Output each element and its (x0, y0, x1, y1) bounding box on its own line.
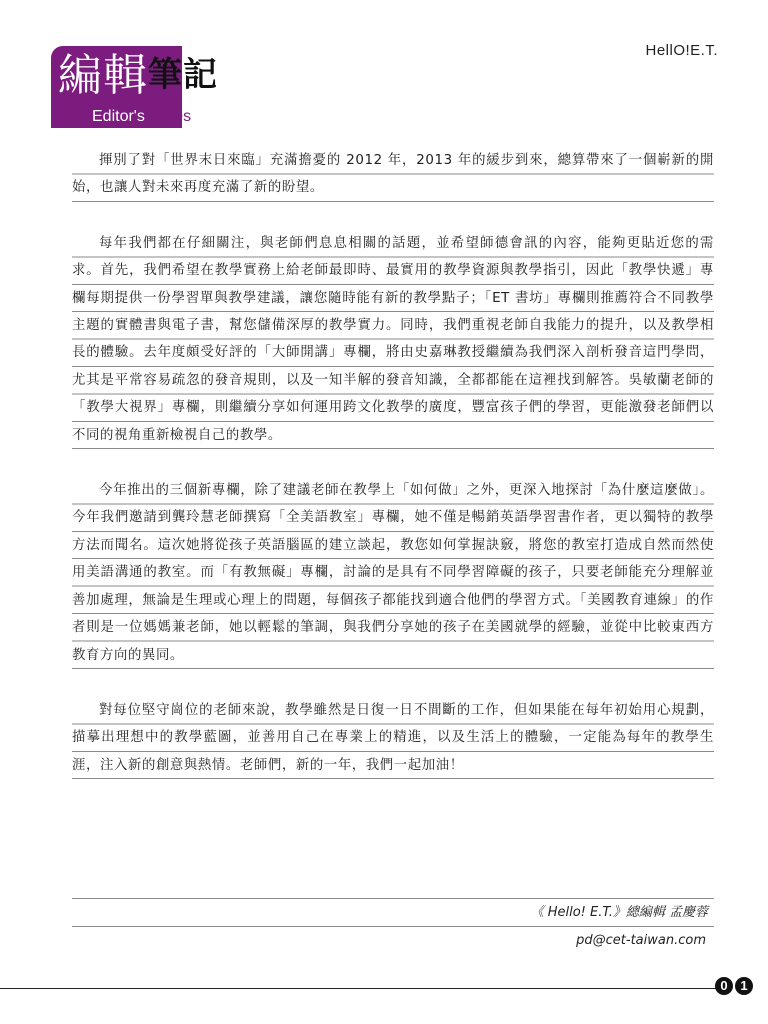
page-number (715, 977, 753, 995)
subtitle-dark-part: Notes (149, 108, 192, 125)
paragraph-text: 每年我們都在仔細關注，與老師們息息相關的話題，並希望師德會訊的內容，能夠更貼近您的需求。首先，我們希望在教學實務上給老師最即時、最實用的教學資源與教學指引，因此「教學快遞」專欄每期提供一份學習單與教學建議，讓您隨時能有新的教學點子；「ET 書坊」專欄則推薦符合不同教學主題的實體書與電子書，幫您儲備深厚的教學實力。同時，我們重視老師自我能力的提升，以及教學相長的體驗。去年度頗受好評的「大師開講」專欄，將由史嘉琳教授繼續為我們深入剖析發音這門學問，尤其是平常容易疏忽的發音規則，以及一知半解的發音知識，全都都能在這裡找到解答。吳敏蘭老師的「教學大視界」專欄，則繼續分享如何運用跨文化教學的廣度，豐富孩子們的學習，更能激發老師們以不同的視角重新檢視自己的教學。 (72, 230, 714, 449)
paragraph (72, 147, 714, 202)
paragraph (72, 230, 714, 449)
paragraph-text: 揮別了對「世界末日來臨」充滿擔憂的 2012 年，2013 年的緩步到來，總算帶來了一個嶄新的開始，也讓人對未來再度充滿了新的盼望。 (72, 147, 714, 202)
page-title (58, 50, 218, 101)
paragraph-text: 對每位堅守崗位的老師來說，教學雖然是日復一日不間斷的工作，但如果能在每年初始用心規劃，描摹出理想中的教學藍圖，並善用自己在專業上的精進，以及生活上的體驗，一定能為每年的教學生涯，注入新的創意與熱情。老師們，新的一年，我們一起加油！ (72, 697, 714, 779)
brand-logo: HellO!E.T. (645, 42, 718, 59)
title-dark-part: 筆記 (148, 55, 218, 95)
page-subtitle (92, 108, 191, 126)
title-white-part: 編輯 (58, 50, 148, 101)
footer-divider (0, 988, 720, 989)
paragraph (72, 697, 714, 779)
page-digit: 0 (715, 977, 733, 995)
paragraph-text: 今年推出的三個新專欄，除了建議老師在教學上「如何做」之外，更深入地探討「為什麼這麼做」。今年我們邀請到龔玲慧老師撰寫「全美語教室」專欄，她不僅是暢銷英語學習書作者，更以獨特的教學方法而聞名。這次她將從孩子英語腦區的建立談起，教您如何掌握訣竅，將您的教室打造成自然而然使用美語溝通的教室。而「有教無礙」專欄，討論的是具有不同學習障礙的孩子，只要老師能充分理解並善加處理，無論是生理或心理上的問題，每個孩子都能找到適合他們的學習方式。「美國教育連線」的作者則是一位媽媽兼老師，她以輕鬆的筆調，與我們分享她的孩子在美國就學的經驗，並從中比較東西方教育方向的異同。 (72, 477, 714, 669)
page-digit: 1 (735, 977, 753, 995)
subtitle-white-part: Editor's (92, 108, 150, 125)
article-body (72, 147, 714, 807)
signature-block (72, 898, 714, 954)
editor-email[interactable]: pd@cet-taiwan.com (576, 933, 706, 948)
paragraph (72, 477, 714, 669)
editor-signature: 《 Hello! E.T.》總編輯 孟慶蓉 (72, 899, 714, 927)
